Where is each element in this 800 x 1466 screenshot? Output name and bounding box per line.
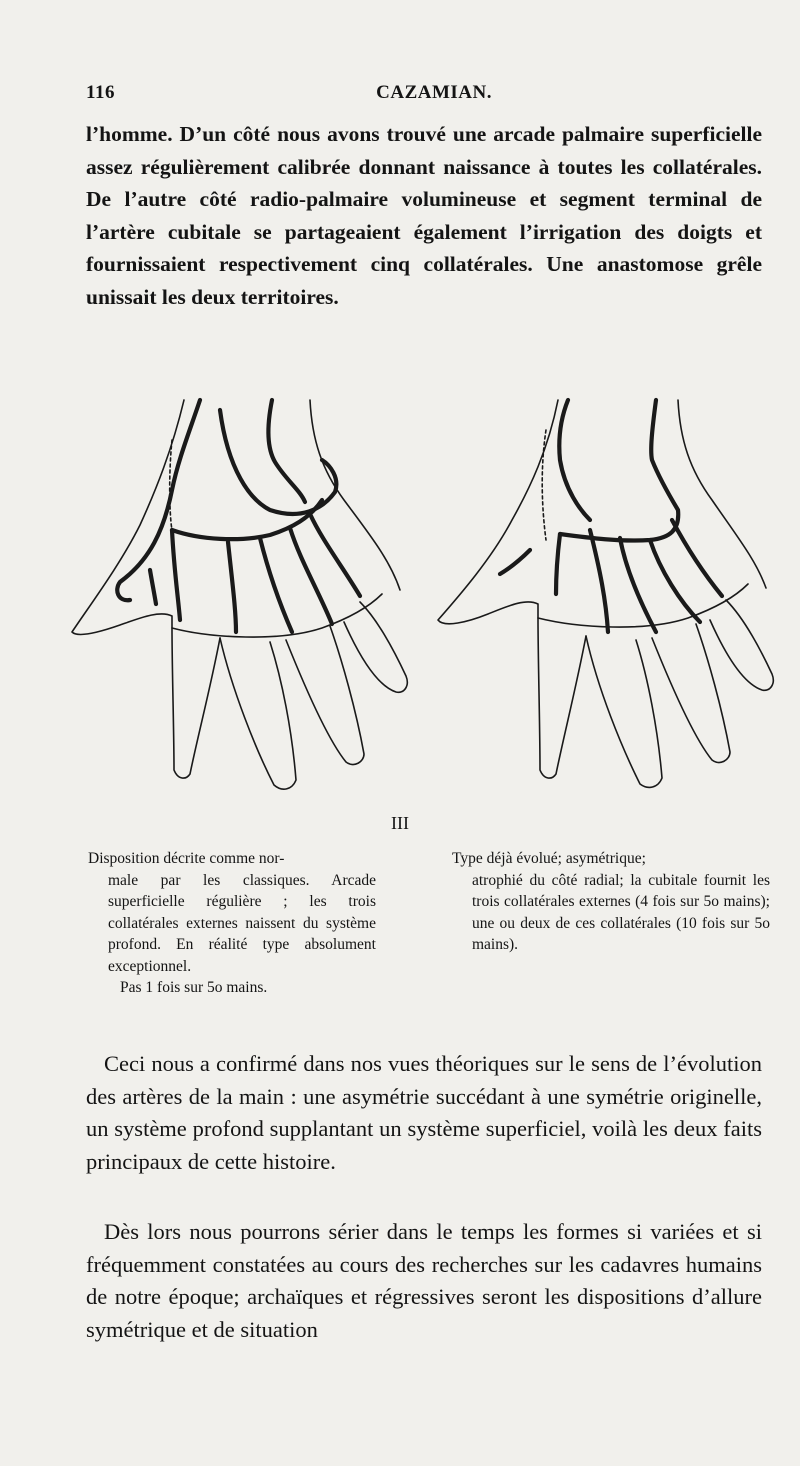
left-hand-drawing	[72, 400, 407, 789]
figure-number: III	[391, 813, 409, 833]
paragraph-2: Ceci nous a confirmé dans nos vues théoriques sur le sens de l’évolution des artères de la main : une asymétrie succédant à une symétrie originelle, un système profond supplantant un système superficiel, voilà les deux faits principaux de cette histoire.	[86, 1051, 762, 1174]
running-header	[86, 82, 492, 104]
hand-arteries-figure	[60, 370, 790, 810]
caption-right	[452, 848, 770, 956]
caption-left	[88, 848, 376, 999]
paragraph-1: l’homme. D’un côté nous avons trouvé une arcade palmaire superficielle assez régulièrement calibrée donnant naissance à toutes les collatérales. De l’autre côté radio-palmaire volumineuse et segment terminal de l’artère cubitale se partageaient également l’irrigation des doigts et fournissaient respectivement cinq collatérales. Une anastomose grêle unissait les deux territoires.	[86, 122, 762, 309]
caption-left-first-line: Disposition décrite comme nor-	[88, 850, 285, 867]
caption-left-body: male par les classiques. Arcade superficielle régulière ; les trois collatérales externes naissent du système profond. En réalité type absolument exceptionnel.	[108, 871, 376, 975]
page-number: 116	[86, 82, 115, 103]
caption-right-body: atrophié du côté radial; la cubitale fournit les trois collatérales externes (4 fois sur 5o mains); une ou deux de ces collatérales (10 fois sur 5o mains).	[472, 871, 770, 953]
paragraph-3: Dès lors nous pourrons sérier dans le temps les formes si variées et si fréquemment constatées au cours des recherches sur les cadavres humains de notre époque; archaïques et régressives seront les dispositions d’allure symétrique et de situation	[86, 1219, 762, 1342]
caption-right-first-line: Type déjà évolué; asymétrique;	[452, 850, 646, 867]
right-hand-drawing	[438, 400, 773, 787]
caption-left-last-line: Pas 1 fois sur 5o mains.	[120, 979, 268, 996]
running-title: CAZAMIAN.	[376, 82, 492, 103]
